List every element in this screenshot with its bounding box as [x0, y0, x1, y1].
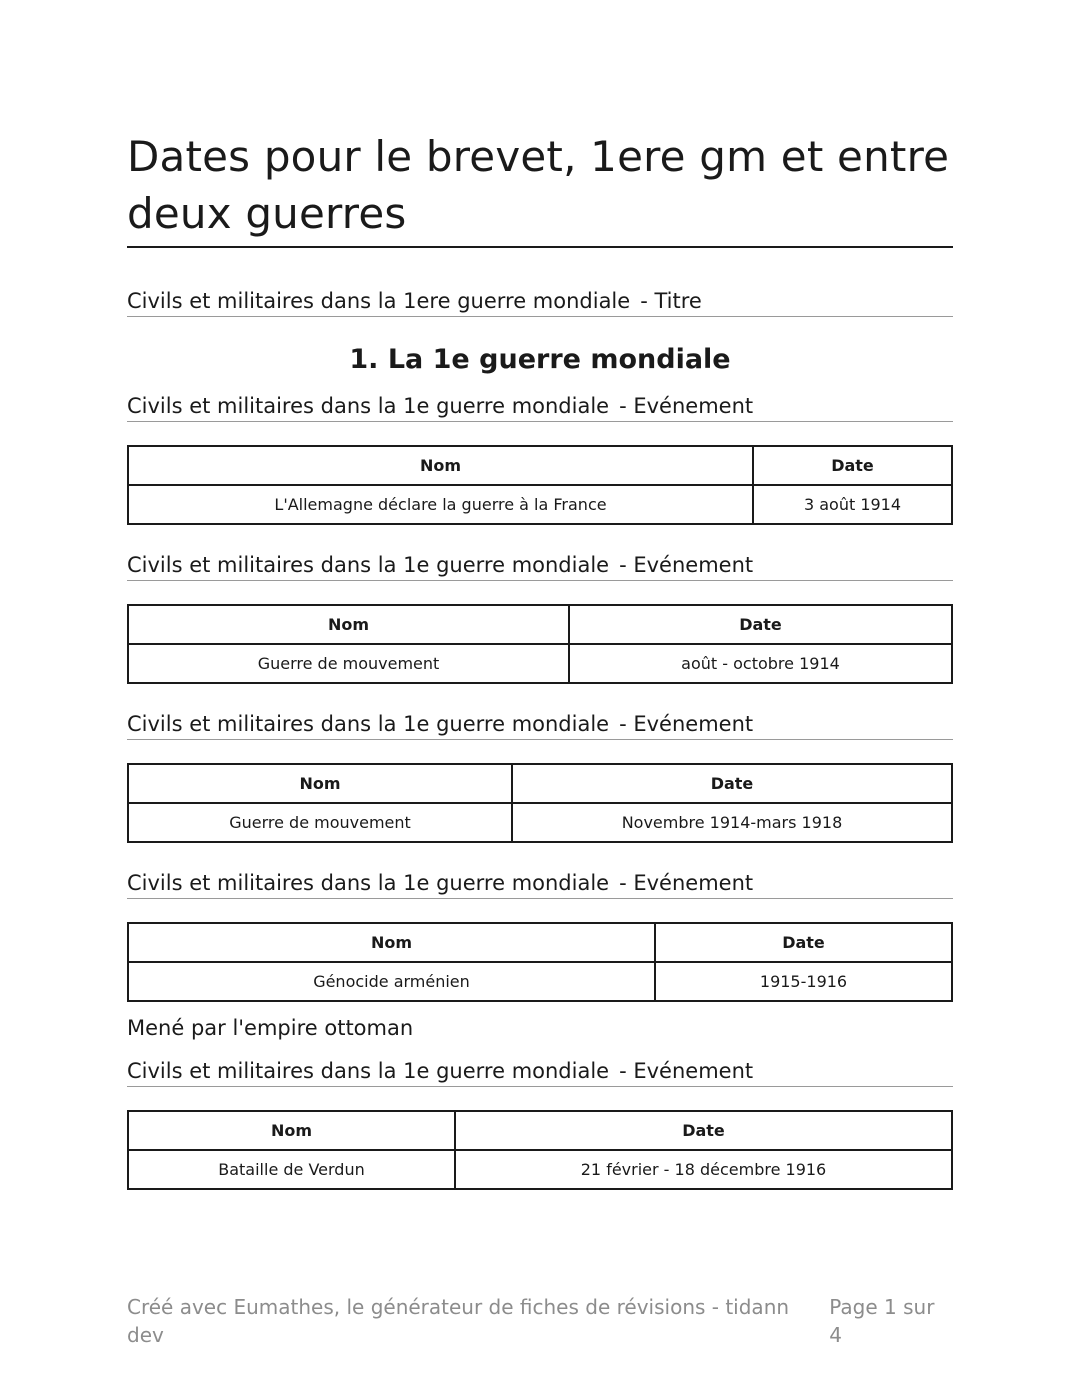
event-table	[127, 1110, 953, 1190]
event-name: Bataille de Verdun	[128, 1150, 455, 1189]
table-header-row	[128, 605, 952, 644]
table-header-row	[128, 764, 952, 803]
event-table	[127, 445, 953, 525]
page-footer	[127, 1293, 953, 1349]
section-label-text: Civils et militaires dans la 1ere guerre mondiale	[127, 289, 631, 313]
event-label-tag: - Evénement	[619, 871, 754, 895]
header-date: Date	[753, 446, 952, 485]
event-label	[127, 1057, 953, 1087]
header-nom: Nom	[128, 605, 569, 644]
event-name: Guerre de mouvement	[128, 644, 569, 683]
event-label-tag: - Evénement	[619, 712, 754, 736]
header-nom: Nom	[128, 923, 655, 962]
event-label	[127, 392, 953, 422]
title-divider	[127, 246, 953, 248]
event-label	[127, 869, 953, 899]
chapter-heading: 1. La 1e guerre mondiale	[349, 344, 731, 375]
event-label-text: Civils et militaires dans la 1e guerre mondiale	[127, 553, 610, 577]
header-date: Date	[655, 923, 952, 962]
header-date: Date	[455, 1111, 952, 1150]
section-label-title	[127, 287, 953, 317]
event-label-text: Civils et militaires dans la 1e guerre mondiale	[127, 871, 610, 895]
event-date: août - octobre 1914	[569, 644, 952, 683]
table-row	[128, 485, 952, 524]
header-date: Date	[569, 605, 952, 644]
header-date: Date	[512, 764, 952, 803]
footer-credit: Créé avec Eumathes, le générateur de fiches de révisions - tidann dev	[127, 1295, 790, 1347]
page-number: Page 1 sur 4	[829, 1295, 935, 1347]
header-nom: Nom	[128, 764, 512, 803]
event-table	[127, 763, 953, 843]
table-row	[128, 644, 952, 683]
event-name: Génocide arménien	[128, 962, 655, 1001]
event-label	[127, 551, 953, 581]
table-row	[128, 803, 952, 842]
section-label-tag: - Titre	[640, 289, 702, 313]
event-date: Novembre 1914-mars 1918	[512, 803, 952, 842]
event-date: 21 février - 18 décembre 1916	[455, 1150, 952, 1189]
table-header-row	[128, 446, 952, 485]
event-date: 3 août 1914	[753, 485, 952, 524]
table-header-row	[128, 1111, 952, 1150]
table-header-row	[128, 923, 952, 962]
event-label-tag: - Evénement	[619, 394, 754, 418]
table-row	[128, 962, 952, 1001]
event-label-text: Civils et militaires dans la 1e guerre mondiale	[127, 1059, 610, 1083]
header-nom: Nom	[128, 1111, 455, 1150]
event-label-text: Civils et militaires dans la 1e guerre mondiale	[127, 712, 610, 736]
event-note: Mené par l'empire ottoman	[127, 1016, 414, 1040]
event-label-tag: - Evénement	[619, 553, 754, 577]
event-name: Guerre de mouvement	[128, 803, 512, 842]
event-date: 1915-1916	[655, 962, 952, 1001]
event-table	[127, 604, 953, 684]
header-nom: Nom	[128, 446, 753, 485]
event-name: L'Allemagne déclare la guerre à la France	[128, 485, 753, 524]
table-row	[128, 1150, 952, 1189]
page-title: Dates pour le brevet, 1ere gm et entre deux guerres	[127, 132, 950, 238]
event-table	[127, 922, 953, 1002]
event-label	[127, 710, 953, 740]
event-label-text: Civils et militaires dans la 1e guerre mondiale	[127, 394, 610, 418]
event-label-tag: - Evénement	[619, 1059, 754, 1083]
